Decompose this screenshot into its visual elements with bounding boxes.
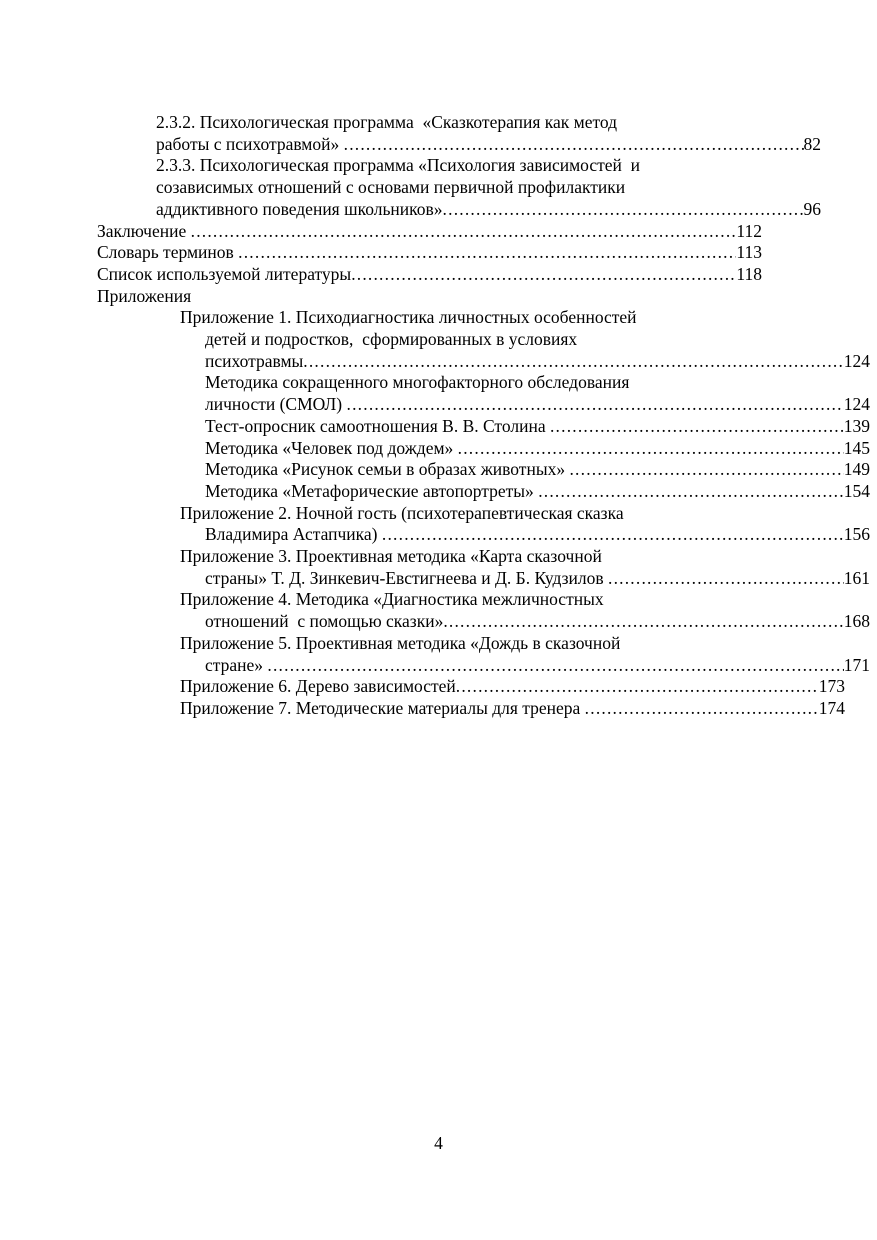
toc-entry-text: Заключение bbox=[97, 220, 191, 241]
toc-entry-text: психотравмы bbox=[205, 350, 304, 371]
toc-entry-text: 2.3.2. Психологическая программа «Сказкотерапия как метод bbox=[156, 112, 618, 132]
toc-entry-text: Приложения bbox=[97, 285, 192, 306]
toc-entry-text: Методика «Человек под дождем» bbox=[205, 437, 458, 458]
dot-leader bbox=[303, 351, 843, 373]
toc-line bbox=[97, 394, 870, 416]
dot-leader bbox=[458, 438, 844, 460]
toc-entry-text: Методика сокращенного многофакторного обследования bbox=[205, 372, 630, 393]
dot-leader bbox=[608, 568, 844, 590]
toc-line bbox=[97, 611, 870, 633]
dot-leader bbox=[191, 221, 737, 243]
toc-entry-text: Приложение 2. Ночной гость (психотерапевтическая сказка bbox=[180, 502, 624, 523]
toc-entry-text: Методика «Метафорические автопортреты» bbox=[205, 480, 539, 501]
toc-entry-text: Приложение 4. Методика «Диагностика межличностных bbox=[180, 589, 604, 610]
toc-entry-text: детей и подростков, сформированных в условиях bbox=[205, 329, 578, 350]
toc-page-ref: 173 bbox=[818, 676, 845, 697]
page-number: 4 bbox=[434, 1133, 443, 1153]
dot-leader bbox=[456, 676, 819, 698]
toc-page-ref: 118 bbox=[736, 263, 762, 284]
toc-page-ref: 139 bbox=[843, 415, 870, 436]
dot-leader bbox=[382, 524, 844, 546]
toc-entry-text: Приложение 7. Методические материалы для тренера bbox=[180, 697, 585, 718]
toc-entry-text: Словарь терминов bbox=[97, 242, 239, 263]
dot-leader bbox=[585, 698, 819, 720]
toc-line bbox=[97, 372, 870, 394]
toc-page-ref: 145 bbox=[843, 437, 870, 458]
toc-page-ref: 112 bbox=[736, 220, 762, 241]
toc-line bbox=[97, 459, 870, 481]
dot-leader bbox=[550, 416, 844, 438]
table-of-contents bbox=[97, 112, 870, 720]
toc-entry-text: работы с психотравмой» bbox=[156, 133, 344, 154]
toc-line bbox=[97, 568, 870, 590]
dot-leader bbox=[238, 242, 736, 264]
toc-entry-text: 2.3.3. Психологическая программа «Психология зависимостей и bbox=[156, 155, 641, 176]
toc-line bbox=[97, 589, 845, 611]
dot-leader bbox=[569, 459, 843, 481]
toc-line bbox=[97, 134, 821, 156]
toc-line bbox=[97, 524, 870, 546]
toc-page-ref: 168 bbox=[843, 611, 870, 632]
dot-leader bbox=[347, 394, 844, 416]
dot-leader bbox=[267, 655, 843, 677]
dot-leader bbox=[344, 134, 804, 156]
toc-page-ref: 161 bbox=[843, 567, 870, 588]
toc-line bbox=[97, 307, 845, 329]
toc-entry-text: страны» Т. Д. Зинкевич-Евстигнеева и Д. Б. Кудзилов bbox=[205, 567, 608, 588]
toc-page-ref: 124 bbox=[843, 350, 870, 371]
toc-entry-text: Тест-опросник самоотношения В. В. Столина bbox=[205, 415, 550, 436]
toc-line bbox=[97, 698, 845, 720]
toc-entry-text: отношений с помощью сказки» bbox=[205, 611, 444, 632]
toc-page-ref: 174 bbox=[818, 697, 845, 718]
toc-page-ref: 124 bbox=[843, 394, 870, 415]
toc-line bbox=[97, 503, 845, 525]
toc-entry-text: Методика «Рисунок семьи в образах животных» bbox=[205, 459, 570, 480]
toc-entry-text: Приложение 6. Дерево зависимостей bbox=[180, 676, 456, 697]
dot-leader bbox=[443, 199, 804, 221]
toc-line bbox=[97, 242, 762, 264]
toc-line bbox=[97, 655, 870, 677]
toc-line bbox=[97, 177, 821, 199]
toc-line bbox=[97, 416, 870, 438]
toc-entry-text: Приложение 5. Проективная методика «Дождь в сказочной bbox=[180, 632, 621, 653]
toc-entry-text: Владимира Астапчика) bbox=[205, 524, 382, 545]
dot-leader bbox=[443, 611, 843, 633]
toc-line bbox=[97, 264, 762, 286]
toc-entry-text: личности (СМОЛ) bbox=[205, 394, 347, 415]
toc-line bbox=[97, 351, 870, 373]
toc-entry-text: Приложение 1. Психодиагностика личностных особенностей bbox=[180, 307, 637, 328]
toc-page-ref: 154 bbox=[843, 480, 870, 501]
toc-entry-text: Приложение 3. Проективная методика «Карта сказочной bbox=[180, 546, 602, 567]
toc-line bbox=[97, 481, 870, 503]
toc-line bbox=[97, 329, 870, 351]
toc-page-ref: 82 bbox=[803, 133, 821, 154]
toc-page-ref: 96 bbox=[803, 198, 821, 219]
toc-line bbox=[97, 199, 821, 221]
toc-page-ref: 149 bbox=[843, 459, 870, 480]
toc-page-ref: 113 bbox=[736, 242, 762, 263]
dot-leader bbox=[351, 264, 736, 286]
toc-line bbox=[97, 438, 870, 460]
dot-leader bbox=[538, 481, 844, 503]
toc-page-ref: 171 bbox=[843, 654, 870, 675]
toc-entry-text: стране» bbox=[205, 654, 268, 675]
toc-page-ref: 156 bbox=[843, 524, 870, 545]
toc-line bbox=[97, 155, 821, 177]
toc-line bbox=[97, 286, 762, 308]
toc-entry-text: аддиктивного поведения школьников» bbox=[156, 198, 443, 219]
toc-entry-text: Список используемой литературы bbox=[97, 263, 352, 284]
toc-line bbox=[97, 221, 762, 243]
toc-entry-text: созависимых отношений с основами первичной профилактики bbox=[156, 177, 626, 198]
toc-line bbox=[97, 546, 845, 568]
toc-line bbox=[97, 676, 845, 698]
toc-line bbox=[97, 633, 845, 655]
toc-line bbox=[97, 112, 821, 134]
